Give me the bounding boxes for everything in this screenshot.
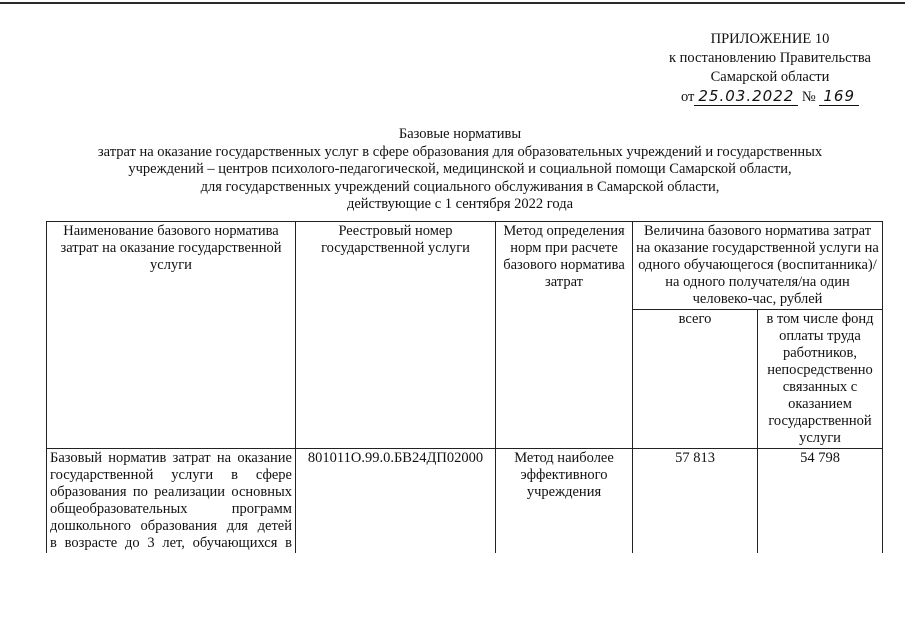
name-line-2: государственной услуги в сфере [50,467,292,483]
top-border-line [0,2,905,4]
cell-total: 57 813 [633,449,758,554]
name-line-6: в возрасте до 3 лет, обучающихся в [50,535,292,551]
header-including: в том числе фонд оплаты труда работников, непосредственно связанных с оказанием государственной услуги [758,310,883,449]
title-line-5: действующие с 1 сентября 2022 года [346,196,574,212]
norms-table [46,221,883,553]
name-line-5: дошкольного образования для детей [50,518,292,534]
header-value: Величина базового норматива затрат на оказание государственной услуги на одного обучающегося (воспитанника)/на одного получателя/на один человеко-час, рублей [633,222,883,310]
cell-including: 54 798 [758,449,883,554]
number-prefix: № [801,89,816,105]
name-line-3: образования по реализации основных [50,484,292,500]
cell-method: Метод наиболее эффективного учреждения [496,449,633,554]
header-name: Наименование базового норматива затрат на оказание государственной услуги [47,222,296,449]
document-title [30,126,890,214]
cell-name [47,449,296,554]
appendix-block [669,30,871,107]
appendix-line-2: Самарской области [710,69,830,85]
cell-registry: 801011О.99.0.БВ24ДП02000 [296,449,496,554]
title-line-1: Базовые нормативы [398,126,522,142]
header-method: Метод определения норм при расчете базового норматива затрат [496,222,633,449]
header-registry: Реестровый номер государственной услуги [296,222,496,449]
table-row [47,449,883,554]
title-line-3: учреждений – центров психолого-педагогической, медицинской и социальной помощи Самарской области, [128,161,792,177]
header-total: всего [633,310,758,449]
handwritten-number: 169 [819,87,859,106]
appendix-title: ПРИЛОЖЕНИЕ 10 [710,31,830,47]
title-line-4: для государственных учреждений социального обслуживания в Самарской области, [200,178,720,195]
appendix-line-1: к постановлению Правительства [669,50,871,66]
title-line-2: затрат на оказание государственных услуг в сфере образования для образовательных учреждений и государственных [97,143,823,160]
date-prefix: от [680,89,695,105]
handwritten-date: 25.03.2022 [694,87,798,106]
name-line-1: Базовый норматив затрат на оказание [50,450,292,466]
name-line-4: общеобразовательных программ [50,501,292,517]
appendix-date-line [669,87,871,107]
